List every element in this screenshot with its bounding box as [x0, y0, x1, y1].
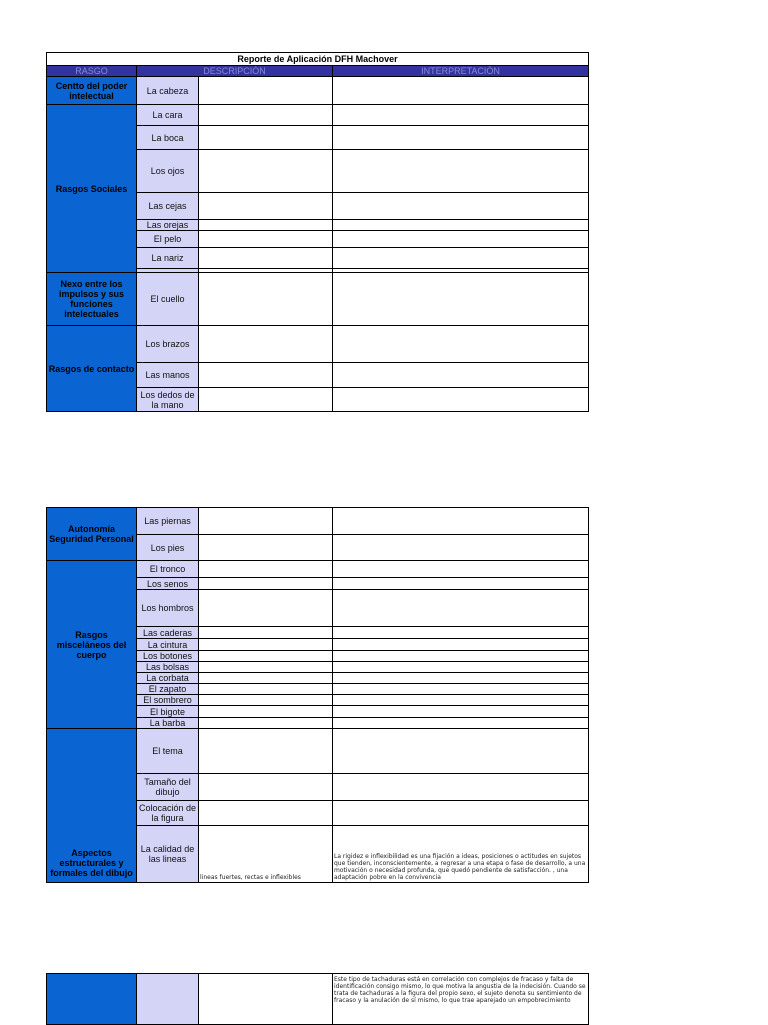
interp-cell[interactable]	[333, 508, 589, 535]
item-botones: Los botones	[137, 651, 199, 662]
desc-cell[interactable]	[199, 662, 333, 673]
item-ojos: Los ojos	[137, 150, 199, 193]
header-interpretacion: INTERPRETACIÓN	[333, 66, 589, 77]
group-contacto: Rasgos de contacto	[47, 326, 137, 412]
desc-cell[interactable]	[199, 231, 333, 248]
header-rasgo: RASGO	[47, 66, 137, 77]
interp-cell[interactable]	[333, 774, 589, 801]
item-colocacion: Colocación de la figura	[137, 801, 199, 826]
item-cell	[137, 974, 199, 1025]
desc-cell[interactable]	[199, 105, 333, 126]
item-nariz: La nariz	[137, 248, 199, 269]
item-cejas: Las cejas	[137, 193, 199, 220]
item-tronco: El tronco	[137, 561, 199, 578]
report-table-3	[46, 973, 589, 1025]
interp-cell[interactable]	[333, 590, 589, 627]
interp-cell[interactable]	[333, 673, 589, 684]
desc-cell[interactable]	[199, 706, 333, 718]
desc-cell[interactable]	[199, 673, 333, 684]
desc-cell[interactable]	[199, 193, 333, 220]
desc-cell[interactable]	[199, 77, 333, 105]
desc-cell[interactable]	[199, 248, 333, 269]
item-senos: Los senos	[137, 578, 199, 590]
interp-cell[interactable]	[333, 684, 589, 695]
interp-cell[interactable]	[333, 639, 589, 651]
item-calidad: La calidad de las lineas	[137, 826, 199, 883]
interp-cell[interactable]	[333, 718, 589, 729]
item-barba: La barba	[137, 718, 199, 729]
interp-cell[interactable]	[333, 388, 589, 412]
report-table-2	[46, 507, 589, 883]
item-caderas: Las caderas	[137, 627, 199, 639]
item-zapato: El zapato	[137, 684, 199, 695]
group-centro: Centto del poder intelectual	[47, 77, 137, 105]
desc-cell[interactable]	[199, 150, 333, 193]
desc-cell[interactable]	[199, 774, 333, 801]
interp-cell[interactable]	[333, 363, 589, 388]
interp-cell[interactable]	[333, 627, 589, 639]
item-tamano: Tamaño del dibujo	[137, 774, 199, 801]
item-bigote: El bigote	[137, 706, 199, 718]
interp-cell[interactable]	[333, 706, 589, 718]
item-dedos: Los dedos de la mano	[137, 388, 199, 412]
interp-cell[interactable]	[333, 801, 589, 826]
desc-cell[interactable]	[199, 627, 333, 639]
interp-cell[interactable]	[333, 729, 589, 774]
interp-cell[interactable]	[333, 578, 589, 590]
desc-cell[interactable]	[199, 578, 333, 590]
desc-cell[interactable]	[199, 388, 333, 412]
desc-cell[interactable]	[199, 535, 333, 561]
group-miscelaneos: Rasgos misceláneos del cuerpo	[47, 561, 137, 729]
interp-cell[interactable]	[333, 150, 589, 193]
interp-cell[interactable]	[333, 662, 589, 673]
desc-cell[interactable]	[199, 590, 333, 627]
item-boca: La boca	[137, 126, 199, 150]
item-cuello: El cuello	[137, 273, 199, 326]
interp-cell[interactable]	[333, 193, 589, 220]
interp-cell[interactable]	[333, 535, 589, 561]
desc-cell[interactable]	[199, 718, 333, 729]
desc-cell[interactable]	[199, 801, 333, 826]
item-pies: Los pies	[137, 535, 199, 561]
item-cara: La cara	[137, 105, 199, 126]
group-autonomia: Autonomía Seguridad Personal	[47, 508, 137, 561]
desc-cell[interactable]	[199, 684, 333, 695]
group-cell	[47, 974, 137, 1025]
desc-cell[interactable]	[199, 974, 333, 1025]
interp-cell[interactable]	[333, 231, 589, 248]
interp-cell[interactable]	[333, 77, 589, 105]
desc-cell[interactable]	[199, 126, 333, 150]
interp-cell[interactable]	[333, 695, 589, 706]
item-manos: Las manos	[137, 363, 199, 388]
item-brazos: Los brazos	[137, 326, 199, 363]
tachaduras-interpretation[interactable]: Este tipo de tachaduras está en correlación con complejos de fracaso y falta de identificación consigo mismo, lo que motiva la angustia de la indecisión. Cuando se trata de tachaduras a la figura del propio sexo, el sujeto denota su sentimiento de fracaso y la anulación de sí mismo, lo que trae aparejado un empobrecimiento	[333, 974, 589, 1025]
item-orejas: Las orejas	[137, 220, 199, 231]
item-bolsas: Las bolsas	[137, 662, 199, 673]
item-tema: El tema	[137, 729, 199, 774]
desc-cell[interactable]	[199, 363, 333, 388]
item-piernas: Las piernas	[137, 508, 199, 535]
item-cintura: La cintura	[137, 639, 199, 651]
desc-cell[interactable]	[199, 651, 333, 662]
item-pelo: El pelo	[137, 231, 199, 248]
interp-cell[interactable]	[333, 326, 589, 363]
item-sombrero: El sombrero	[137, 695, 199, 706]
group-aspectos: Aspectos estructurales y formales del dibujo	[47, 729, 137, 883]
report-table-1	[46, 52, 589, 412]
desc-cell[interactable]	[199, 273, 333, 326]
item-corbata: La corbata	[137, 673, 199, 684]
desc-cell[interactable]	[199, 220, 333, 231]
group-nexo: Nexo entre los impulsos y sus funciones intelectuales	[47, 273, 137, 326]
desc-cell[interactable]	[199, 508, 333, 535]
interp-cell[interactable]	[333, 651, 589, 662]
interp-cell[interactable]	[333, 273, 589, 326]
desc-cell[interactable]	[199, 561, 333, 578]
desc-cell[interactable]	[199, 326, 333, 363]
header-descripcion: DESCRIPCIÓN	[137, 66, 333, 77]
desc-cell[interactable]	[199, 695, 333, 706]
item-hombros: Los hombros	[137, 590, 199, 627]
interp-cell[interactable]	[333, 248, 589, 269]
interp-cell[interactable]	[333, 105, 589, 126]
desc-cell[interactable]	[199, 729, 333, 774]
group-sociales: Rasgos Sociales	[47, 105, 137, 273]
desc-cell[interactable]	[199, 639, 333, 651]
interp-cell[interactable]	[333, 220, 589, 231]
calidad-interpretation[interactable]: La rigidez e inflexibilidad es una fijación a ideas, posiciones o actitudes en sujetos que tienden, inconscientemente, a regresar a una etapa o fase de desarrollo, a una motivación o necesidad profunda, que quedó pendiente de satisfacción. , una adaptación pobre en la convivencia	[333, 826, 589, 883]
item-cabeza: La cabeza	[137, 77, 199, 105]
interp-cell[interactable]	[333, 561, 589, 578]
interp-cell[interactable]	[333, 126, 589, 150]
calidad-description[interactable]: lineas fuertes, rectas e inflexibles	[199, 826, 333, 883]
report-title: Reporte de Aplicación DFH Machover	[47, 53, 589, 66]
